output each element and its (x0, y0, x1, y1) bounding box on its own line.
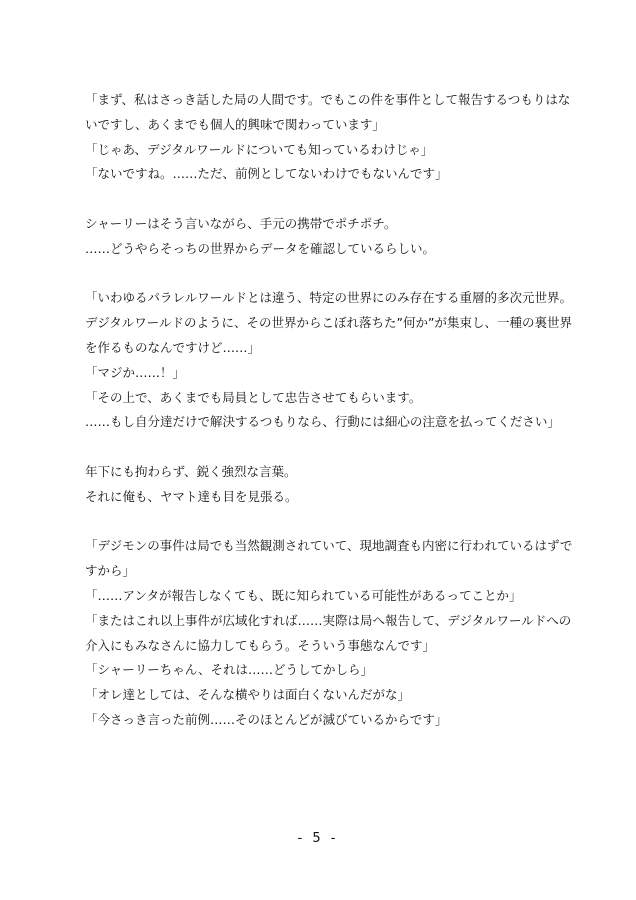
text-line: 「またはこれ以上事件が広域化すれば……実際は局へ報告して、デジタルワールドへの (85, 612, 572, 628)
text-line: 「今さっき言った前例……そのほとんどが滅びているからです」 (85, 711, 448, 727)
text-line: 「マジか……！」 (85, 364, 186, 380)
text-line: 介入にもみなさんに協力してもらう。そういう事態なんです」 (85, 637, 436, 653)
text-line: 年下にも拘わらず、鋭く強烈な言葉。 (85, 463, 297, 479)
paragraph-2 (85, 212, 555, 262)
text-line: シャーリーはそう言いながら、手元の携帯でポチポチ。 (85, 215, 397, 231)
text-line: 「いわゆるパラレルワールドとは違う、特定の世界にのみ存在する重層的多次元世界。 (85, 290, 572, 306)
text-line: 「オレ達としては、そんな横やりは面白くないんだがな」 (85, 687, 411, 703)
paragraph-gap (85, 187, 555, 212)
paragraph-4 (85, 460, 555, 510)
text-line: ……どうやらそっちの世界からデータを確認しているらしい。 (85, 240, 436, 256)
text-line: 「その上で、あくまでも局員として忠告させてもらいます。 (85, 389, 422, 405)
paragraph-5 (85, 534, 573, 732)
page-number: - 5 - (297, 831, 339, 846)
paragraph-3 (85, 286, 572, 435)
paragraph-gap (85, 262, 555, 287)
text-line: 「……アンタが報告しなくても、既に知られている可能性があるってことか」 (85, 587, 522, 603)
paragraph-gap (85, 435, 555, 460)
text-line: 「まず、私はさっき話した局の人間です。でもこの件を事件として報告するつもりはな (85, 92, 571, 107)
text-line: 「じゃあ、デジタルワールドについても知っているわけじゃ」 (85, 141, 434, 157)
text-line: を作るものなんですけど……」 (85, 339, 261, 355)
text-line: ……もし自分達だけで解決するつもりなら、行動には細心の注意を払ってください」 (85, 414, 560, 430)
text-line: 「ないですね。……ただ、前例としてないわけでもないんです」 (85, 166, 448, 182)
paragraph-1 (85, 88, 571, 187)
body-text (85, 88, 573, 733)
paragraph-gap (85, 510, 555, 535)
text-line: それに俺も、ヤマト達も目を見張る。 (85, 488, 298, 504)
text-line: いですし、あくまでも個人的興味で関わっています」 (85, 116, 385, 132)
text-line: 「デジモンの事件は局でも当然観測されていて、現地調査も内密に行われているはずで (85, 538, 573, 554)
text-line: すから」 (85, 563, 136, 579)
text-line: デジタルワールドのように、その世界からこぼれ落ちた”何か”が集束し、一種の裏世界 (85, 315, 572, 331)
text-line: 「シャーリーちゃん、それは……どうしてかしら」 (85, 662, 374, 678)
